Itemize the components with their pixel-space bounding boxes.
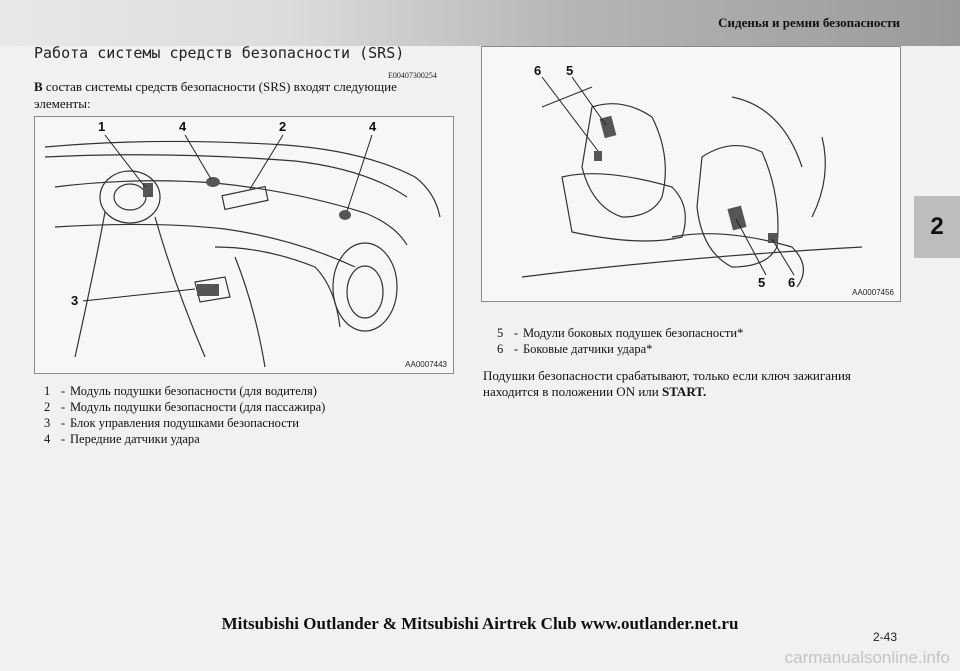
legend-text: Модуль подушки безопасности (для пассажира): [70, 400, 326, 414]
dashboard-drawing: [35, 117, 453, 373]
chapter-tab: 2: [914, 196, 960, 258]
intro-lead: В: [34, 79, 43, 94]
legend-number: 1: [44, 384, 51, 398]
legend-item: 6 - Боковые датчики удара*: [497, 342, 653, 356]
legend-number: 2: [44, 400, 51, 414]
note-emphasis: START.: [662, 384, 707, 399]
callout-5b: 5: [758, 275, 766, 290]
legend-item: 1 - Модуль подушки безопасности (для водителя): [44, 384, 317, 398]
section-code: E00407300254: [388, 71, 437, 80]
legend-number: 4: [44, 432, 51, 446]
dashboard-illustration: [34, 116, 454, 374]
callout-6b: 6: [788, 275, 796, 290]
note-text: Подушки безопасности срабатывают, только если ключ зажигания находится в положении ON или: [483, 368, 851, 399]
deployment-note: [483, 368, 903, 400]
seats-illustration: [481, 46, 901, 302]
watermark: carmanualsonline.info: [784, 648, 950, 667]
legend-number: 3: [44, 416, 51, 430]
page-number: 2-43: [873, 630, 898, 644]
callout-2: 2: [279, 119, 287, 134]
callout-5: 5: [566, 63, 574, 78]
seats-drawing: [482, 47, 900, 301]
callout-4b: 4: [369, 119, 377, 134]
footer-club-text: Mitsubishi Outlander & Mitsubishi Airtrek Club www.outlander.net.ru: [221, 614, 739, 633]
figure-code: AA0007443: [405, 360, 447, 369]
legend-item: 2 - Модуль подушки безопасности (для пассажира): [44, 400, 326, 414]
legend-item: 5 - Модули боковых подушек безопасности*: [497, 326, 744, 340]
section-heading: Работа системы средств безопасности (SRS): [34, 44, 405, 62]
callout-6: 6: [534, 63, 542, 78]
legend-item: 3 - Блок управления подушками безопасности: [44, 416, 299, 430]
figure-code: AA0007456: [852, 288, 894, 297]
callout-3: 3: [71, 293, 79, 308]
intro-paragraph: [34, 78, 454, 112]
legend-text: Блок управления подушками безопасности: [70, 416, 299, 430]
legend-number: 6: [497, 342, 504, 356]
chapter-title: Сиденья и ремни безопасности: [718, 15, 900, 30]
legend-text: Передние датчики удара: [70, 432, 200, 446]
legend-number: 5: [497, 326, 504, 340]
legend-text: Модули боковых подушек безопасности*: [523, 326, 744, 340]
legend-text: Модуль подушки безопасности (для водителя): [70, 384, 317, 398]
legend-right: [497, 325, 743, 357]
legend-left: [44, 383, 325, 447]
legend-item: 4 - Передние датчики удара: [44, 432, 200, 446]
callout-1: 1: [98, 119, 106, 134]
legend-text: Боковые датчики удара*: [523, 342, 653, 356]
callout-4: 4: [179, 119, 187, 134]
intro-text: состав системы средств безопасности (SRS) входят следующие элементы:: [34, 79, 397, 111]
